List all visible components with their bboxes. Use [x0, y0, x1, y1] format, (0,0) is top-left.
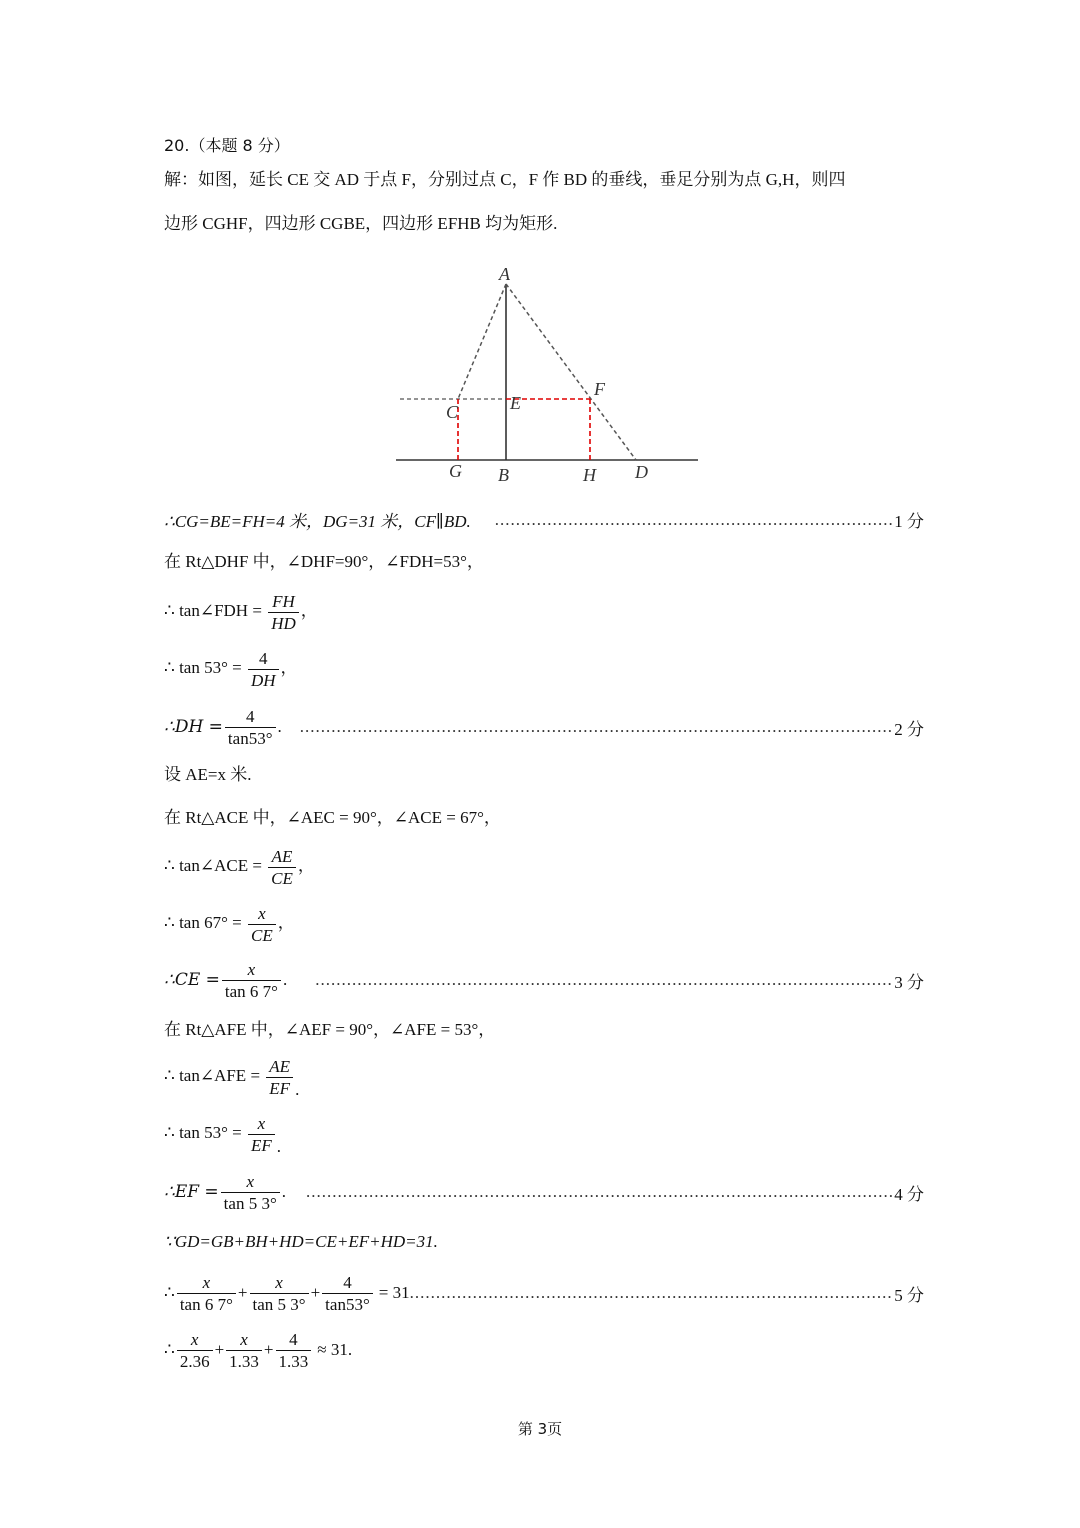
denominator: tan 5 3° [252, 1294, 306, 1314]
step-4-suffix: ， [280, 658, 298, 677]
denominator: tan53° [227, 728, 273, 748]
score-4: 4 分 [894, 1184, 924, 1204]
fraction-x-ef [248, 1113, 275, 1156]
equals-31: = 31 [378, 1283, 410, 1302]
fraction-x-2-36 [177, 1329, 213, 1372]
score-5: 5 分 [894, 1285, 924, 1305]
fraction-ae-ef [266, 1056, 293, 1099]
intro-line-2: 边形 CGHF，四边形 CGBE，四边形 EFHB 均为矩形. [164, 214, 558, 233]
step-9-suffix: ， [277, 913, 295, 932]
step-8 [164, 843, 924, 889]
step-7: 在 Rt△ACE 中，∠AEC = 90°，∠ACE = 67°， [164, 808, 501, 827]
label-c: C [446, 402, 459, 422]
step-5-prefix: ∴DH = [164, 717, 223, 737]
geometry-figure [380, 258, 710, 490]
step-4 [164, 645, 924, 691]
label-a: A [499, 264, 510, 284]
label-e: E [510, 393, 521, 413]
numerator: x [250, 1272, 309, 1294]
step-17 [164, 1325, 352, 1375]
step-13-prefix: ∴ tan 53° = [164, 1123, 242, 1142]
fraction-4-dh [248, 648, 279, 691]
step-14-suffix: . [281, 1182, 286, 1201]
fraction-x-tan67 [177, 1272, 236, 1315]
fraction-ae-ce [268, 846, 296, 889]
denominator: tan53° [325, 1294, 370, 1314]
step-5 [164, 702, 924, 752]
score-1: 1 分 [894, 512, 924, 531]
dot-leader [410, 1283, 893, 1303]
score-2: 2 分 [894, 719, 924, 739]
denominator: CE [271, 868, 293, 888]
step-11: 在 Rt△AFE 中，∠AEF = 90°，∠AFE = 53°， [164, 1020, 496, 1039]
step-12-prefix: ∴ tan∠AFE = [164, 1066, 261, 1085]
step-1-text: ∴CG=BE=FH=4 米，DG=31 米，CF∥BD. [164, 512, 471, 531]
denominator: 2.36 [179, 1351, 210, 1371]
step-4-prefix: ∴ tan 53° = [164, 658, 242, 677]
score-3: 3 分 [894, 972, 924, 992]
therefore-symbol: ∴ [164, 1340, 175, 1359]
step-14-prefix: ∴EF = [164, 1182, 219, 1202]
numerator: AE [266, 1056, 293, 1078]
denominator: CE [250, 925, 273, 945]
numerator: x [226, 1329, 262, 1351]
numerator: AE [268, 846, 296, 868]
denominator: 1.33 [278, 1351, 309, 1371]
plus-sign: + [310, 1283, 321, 1302]
step-12 [164, 1053, 924, 1113]
step-15: ∵GD=GB+BH+HD=CE+EF+HD=31. [164, 1232, 438, 1251]
intro-line-1: 解：如图，延长 CE 交 AD 于点 F，分别过点 C，F 作 BD 的垂线，垂足分别为点 G,H，则四 [164, 170, 846, 189]
step-13-suffix: . [276, 1137, 282, 1156]
numerator: x [221, 1171, 280, 1193]
therefore-symbol: ∴ [164, 1283, 175, 1302]
fraction-4-1-33 [276, 1329, 312, 1372]
step-10 [164, 955, 924, 1005]
step-1 [164, 507, 924, 532]
denominator: HD [271, 613, 296, 633]
denominator: EF [269, 1078, 291, 1098]
dot-leader [495, 510, 892, 530]
numerator: FH [268, 591, 299, 613]
step-14 [164, 1167, 924, 1217]
step-8-prefix: ∴ tan∠ACE = [164, 856, 262, 875]
label-b: B [498, 465, 509, 485]
denominator: EF [250, 1135, 272, 1155]
step-10-suffix: . [282, 970, 288, 989]
fraction-4-tan53 [225, 706, 276, 749]
label-g: G [449, 461, 462, 481]
numerator: 4 [248, 648, 279, 670]
approx-31: ≈ 31. [317, 1340, 353, 1359]
problem-title: 20.（本题 8 分） [164, 136, 290, 155]
fraction-x-tan67 [222, 959, 281, 1002]
page-number: 第 3页 [517, 1420, 563, 1438]
fraction-x-tan53 [221, 1171, 280, 1214]
step-12-suffix: . [295, 1080, 300, 1099]
plus-sign: + [237, 1283, 248, 1302]
label-d: D [635, 462, 648, 482]
dot-leader [300, 717, 893, 737]
step-8-suffix: ， [297, 856, 315, 875]
step-10-prefix: ∴CE = [164, 970, 220, 990]
label-f: F [594, 379, 605, 399]
plus-sign: + [214, 1340, 225, 1359]
numerator: x [177, 1329, 213, 1351]
line-ac-dashed [458, 284, 506, 399]
label-h: H [583, 465, 596, 485]
step-16 [164, 1268, 924, 1318]
fraction-fh-hd [268, 591, 299, 634]
numerator: 4 [225, 706, 276, 728]
step-5-suffix: . [277, 717, 282, 736]
step-3-suffix: ， [300, 601, 318, 620]
numerator: x [248, 903, 276, 925]
step-2: 在 Rt△DHF 中，∠DHF=90°，∠FDH=53°， [164, 552, 484, 571]
step-13 [164, 1110, 924, 1170]
step-9-prefix: ∴ tan 67° = [164, 913, 242, 932]
dot-leader [315, 970, 892, 990]
line-ad-dashed [506, 284, 636, 460]
step-6: 设 AE=x 米. [164, 765, 252, 784]
step-3 [164, 588, 924, 634]
fraction-4-tan53 [322, 1272, 373, 1315]
fraction-x-ce [248, 903, 276, 946]
numerator: x [222, 959, 281, 981]
plus-sign: + [263, 1340, 274, 1359]
denominator: tan 6 7° [179, 1294, 233, 1314]
denominator: tan 5 3° [223, 1193, 277, 1213]
numerator: 4 [276, 1329, 312, 1351]
step-9 [164, 900, 924, 946]
numerator: 4 [322, 1272, 373, 1294]
numerator: x [177, 1272, 236, 1294]
denominator: 1.33 [229, 1351, 259, 1371]
denominator: DH [250, 670, 276, 690]
fraction-x-1-33 [226, 1329, 262, 1372]
step-3-prefix: ∴ tan∠FDH = [164, 601, 262, 620]
numerator: x [248, 1113, 275, 1135]
denominator: tan 6 7° [224, 981, 278, 1001]
dot-leader [306, 1182, 892, 1202]
fraction-x-tan53 [250, 1272, 309, 1315]
